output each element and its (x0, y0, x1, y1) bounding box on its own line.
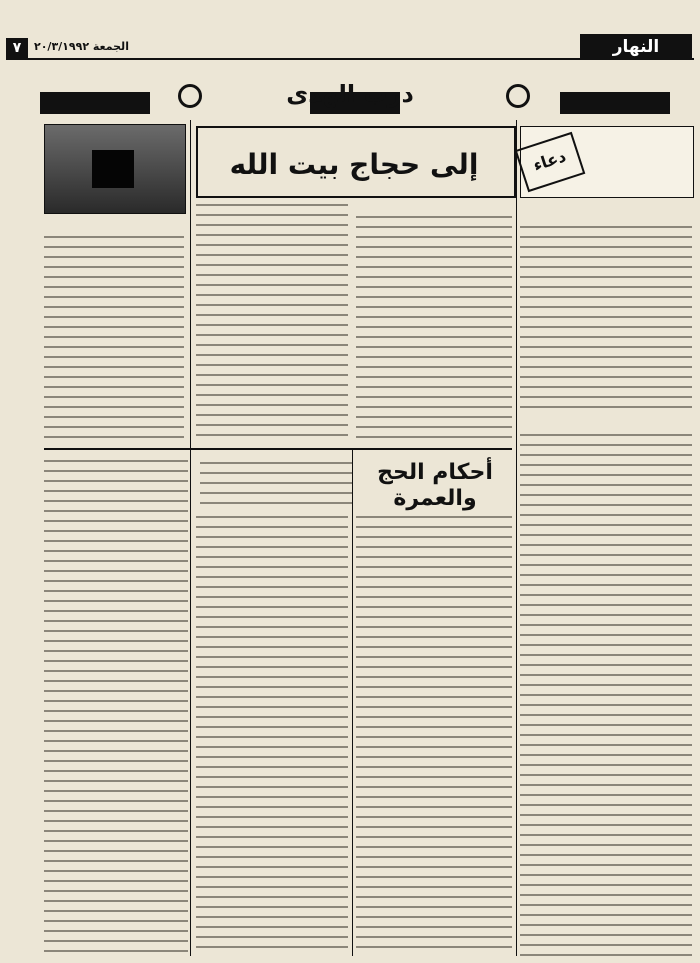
main-headline: إلى حجاج بيت الله (229, 148, 479, 181)
article-column (196, 200, 348, 440)
dua-label: دعاء (515, 132, 586, 192)
article-column (520, 430, 692, 956)
crescent-icon (506, 84, 530, 108)
mosque-skyline-right (560, 92, 670, 114)
page-number: ٧ (6, 38, 28, 58)
mosque-skyline-left (40, 92, 150, 114)
article-intro (200, 458, 352, 504)
column-divider (352, 450, 353, 956)
article-column (44, 456, 188, 956)
article-column (520, 222, 692, 412)
kaaba-image (92, 150, 134, 188)
crescent-icon (178, 84, 202, 108)
article-column (44, 232, 184, 442)
section-divider (44, 448, 512, 450)
article-column (196, 512, 348, 956)
issue-date: الجمعة ٢٠/٣/١٩٩٢ (34, 40, 129, 53)
article-column (356, 212, 512, 440)
newspaper-masthead: النهار (580, 34, 692, 60)
lower-headline: أحكام الحج والعمرة (377, 460, 493, 511)
column-divider (516, 120, 517, 956)
column-divider (190, 120, 191, 956)
section-title: درب الهدى (286, 80, 414, 108)
article-column (356, 512, 512, 956)
